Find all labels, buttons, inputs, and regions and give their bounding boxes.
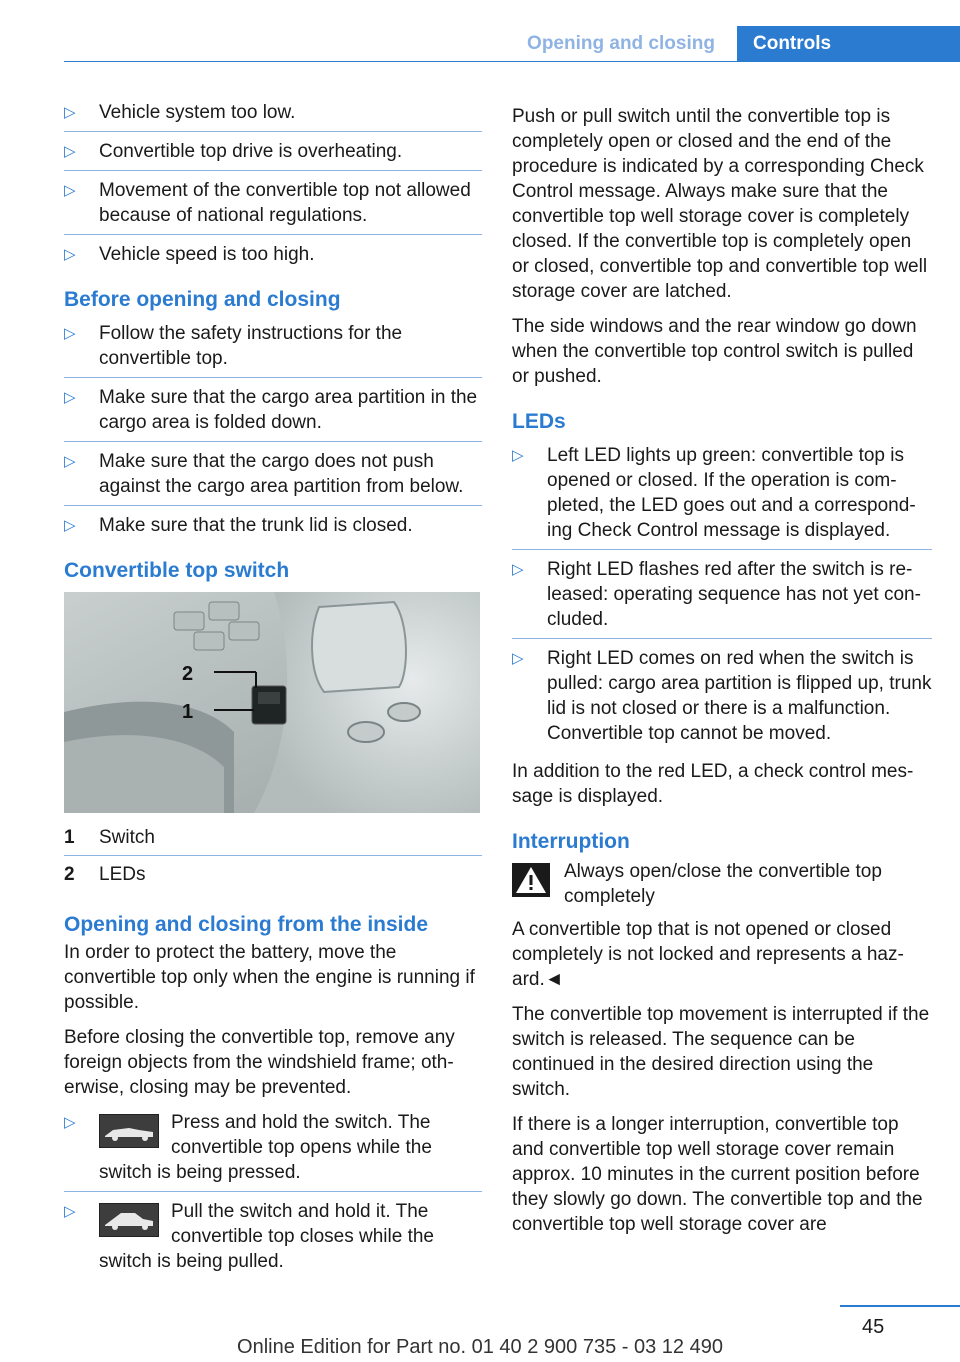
- right-paragraph-2: The side windows and the rear window go down when the convertible top control switch is pulled or pushed.: [512, 316, 917, 387]
- warning-note: [512, 859, 932, 909]
- right-paragraph-6: If there is a longer interruption, convertible top and convertible top well storage cover remain approx. 10 minutes in the current position before they slowly go down. The convertible top and the convertible top well storage cover are: [512, 1114, 923, 1235]
- right-paragraph-1: Push or pull switch until the convertible top is completely open or closed and the end of the procedure is indicated by a corresponding Check Control message. Always make sure that the convertible top well storage cover is completely closed. If the convertible top is completely open or closed, convertible top and convertible top well storage cover are latched.: [512, 106, 928, 302]
- header-section-title: Opening and closing: [527, 33, 715, 54]
- triangle-bullet-icon: ▷: [512, 447, 524, 464]
- list-item-text: Left LED lights up green: convertible top is opened or closed. If the operation is completed, the LED goes out and a corresponding Check Control message is displayed.: [547, 445, 916, 541]
- warning-text: Always open/close the convertible top completely: [564, 861, 882, 907]
- triangle-bullet-icon: ▷: [64, 104, 76, 121]
- list-item: [64, 178, 482, 235]
- triangle-bullet-icon: ▷: [64, 325, 76, 342]
- left-column: [64, 100, 482, 1287]
- list-item: [64, 1199, 482, 1280]
- list-item: [64, 321, 482, 378]
- right-paragraph-5: The convertible top movement is interrupted if the switch is released. The sequence can be continued in the desired direction using the switch.: [512, 1004, 930, 1100]
- list-item-text: Make sure that the trunk lid is closed.: [99, 515, 413, 536]
- page-header: [0, 0, 960, 62]
- header-rule: [64, 61, 960, 62]
- triangle-bullet-icon: ▷: [64, 453, 76, 470]
- convertible-switch-photo: [64, 592, 480, 813]
- before-heading: Before opening and closing: [64, 288, 341, 311]
- list-item-text: Pull the switch and hold it. The convertible top closes while the switch is being pulled.: [99, 1201, 434, 1272]
- footer-edition-text: Online Edition for Part no. 01 40 2 900 735 - 03 12 490: [237, 1336, 723, 1358]
- photo-callout-1: 1: [182, 701, 194, 723]
- list-item-text: Movement of the convertible top not allowed because of national regulations.: [99, 180, 471, 226]
- list-item: [64, 449, 482, 506]
- before-list: [64, 321, 482, 544]
- legend-label: LEDs: [99, 864, 146, 885]
- triangle-bullet-icon: ▷: [64, 1203, 76, 1220]
- list-item-text: Make sure that the cargo area partition in the cargo area is folded down.: [99, 387, 478, 433]
- inside-paragraph-1: In order to protect the battery, move the convertible top only when the engine is running if possible.: [64, 942, 475, 1013]
- triangle-bullet-icon: ▷: [64, 389, 76, 406]
- legend-number: 2: [64, 864, 75, 885]
- right-paragraph-3: In addition to the red LED, a check control message is displayed.: [512, 761, 914, 807]
- triangle-bullet-icon: ▷: [64, 143, 76, 160]
- triangle-bullet-icon: ▷: [512, 650, 524, 667]
- inside-list: [64, 1110, 482, 1280]
- inside-paragraph-2: Before closing the convertible top, remove any foreign objects from the windshield frame; otherwise, closing may be prevented.: [64, 1027, 455, 1098]
- list-item: [64, 385, 482, 442]
- warning-triangle-icon: [512, 863, 550, 897]
- list-item: [64, 1110, 482, 1192]
- leds-list: [512, 443, 932, 752]
- list-item: [64, 139, 482, 171]
- triangle-bullet-icon: ▷: [64, 182, 76, 199]
- convertible-close-icon: [99, 1203, 159, 1237]
- legend-number: 1: [64, 827, 75, 848]
- legend-row: [64, 825, 482, 856]
- triangle-bullet-icon: ▷: [512, 561, 524, 578]
- leds-heading: LEDs: [512, 410, 566, 433]
- convertible-open-icon: [99, 1114, 159, 1148]
- list-item-text: Follow the safety instructions for the convertible top.: [99, 323, 403, 369]
- list-item: [512, 557, 932, 639]
- inside-heading: Opening and closing from the inside: [64, 913, 429, 936]
- interruption-heading: Interruption: [512, 830, 630, 853]
- intro-list: [64, 100, 482, 273]
- legend-row: [64, 862, 482, 892]
- list-item: [64, 513, 482, 544]
- triangle-bullet-icon: ▷: [64, 517, 76, 534]
- list-item-text: Vehicle system too low.: [99, 102, 296, 123]
- list-item: [64, 100, 482, 132]
- list-item-text: Right LED flashes red after the switch is released: operating sequence has not yet concluded.: [547, 559, 921, 630]
- footer-rule: [840, 1305, 960, 1307]
- list-item: [64, 242, 482, 273]
- photo-callout-2: 2: [182, 663, 194, 685]
- header-chapter-label: Controls: [753, 33, 832, 54]
- page-number: 45: [862, 1316, 885, 1338]
- list-item: [512, 646, 932, 752]
- list-item-text: Make sure that the cargo does not push against the cargo area partition from below.: [99, 451, 464, 497]
- header-chapter-tab: [737, 26, 960, 62]
- triangle-bullet-icon: ▷: [64, 246, 76, 263]
- triangle-bullet-icon: ▷: [64, 1114, 76, 1131]
- list-item-text: Press and hold the switch. The convertible top opens while the switch is being pressed.: [99, 1112, 432, 1183]
- list-item-text: Vehicle speed is too high.: [99, 244, 315, 265]
- legend-label: Switch: [99, 827, 155, 848]
- list-item-text: Right LED comes on red when the switch is pulled: cargo area partition is flipped up, trunk lid is not closed or there is a malfunction. Convertible top cannot be moved.: [547, 648, 932, 744]
- right-paragraph-4: A convertible top that is not opened or closed completely is not locked and represents a hazard.◄: [512, 919, 904, 990]
- switch-heading: Convertible top switch: [64, 559, 290, 582]
- right-column: [512, 104, 932, 1247]
- list-item: [512, 443, 932, 550]
- list-item-text: Convertible top drive is overheating.: [99, 141, 403, 162]
